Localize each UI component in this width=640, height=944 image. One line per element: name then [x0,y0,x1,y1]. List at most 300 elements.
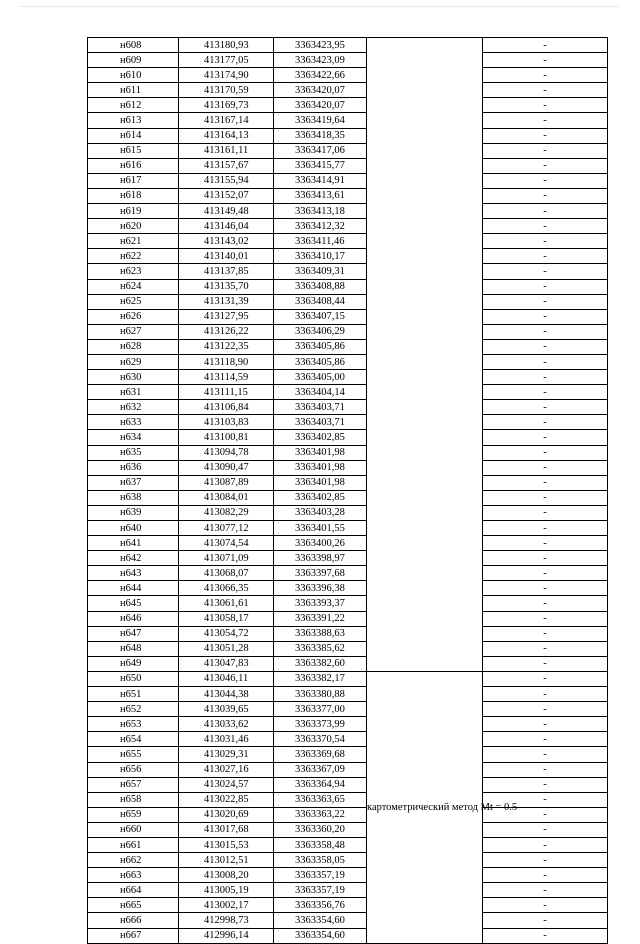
x-coordinate-cell: 413167,14 [179,113,274,128]
accuracy-cell: - [483,294,608,309]
point-name-cell: н627 [88,324,179,339]
x-coordinate-cell: 413033,62 [179,717,274,732]
y-coordinate-cell: 3363367,09 [274,762,367,777]
table-row [88,807,608,822]
accuracy-cell: - [483,536,608,551]
accuracy-cell: - [483,656,608,671]
table-row [88,747,608,762]
point-name-cell: н624 [88,279,179,294]
table-row [88,626,608,641]
x-coordinate-cell: 413164,13 [179,128,274,143]
x-coordinate-cell: 413146,04 [179,219,274,234]
x-coordinate-cell: 413143,02 [179,234,274,249]
table-row [88,113,608,128]
point-name-cell: н615 [88,143,179,158]
accuracy-cell: - [483,445,608,460]
table-row [88,294,608,309]
y-coordinate-cell: 3363414,91 [274,173,367,188]
accuracy-cell: - [483,53,608,68]
table-row [88,868,608,883]
point-name-cell: н641 [88,536,179,551]
table-row [88,400,608,415]
y-coordinate-cell: 3363373,99 [274,717,367,732]
point-name-cell: н666 [88,913,179,928]
y-coordinate-cell: 3363417,06 [274,143,367,158]
x-coordinate-cell: 413157,67 [179,158,274,173]
x-coordinate-cell: 413174,90 [179,68,274,83]
y-coordinate-cell: 3363382,17 [274,671,367,686]
y-coordinate-cell: 3363420,07 [274,83,367,98]
y-coordinate-cell: 3363401,98 [274,445,367,460]
table-row [88,822,608,837]
table-row [88,234,608,249]
x-coordinate-cell: 413051,28 [179,641,274,656]
x-coordinate-cell: 413012,51 [179,853,274,868]
x-coordinate-cell: 413170,59 [179,83,274,98]
accuracy-cell: - [483,732,608,747]
accuracy-cell: - [483,807,608,822]
point-name-cell: н638 [88,490,179,505]
y-coordinate-cell: 3363405,86 [274,354,367,369]
accuracy-cell: - [483,762,608,777]
accuracy-cell: - [483,898,608,913]
table-row [88,536,608,551]
accuracy-cell: - [483,626,608,641]
accuracy-cell: - [483,883,608,898]
accuracy-cell: - [483,717,608,732]
table-row [88,762,608,777]
table-row [88,702,608,717]
y-coordinate-cell: 3363422,66 [274,68,367,83]
table-row [88,143,608,158]
accuracy-cell: - [483,143,608,158]
y-coordinate-cell: 3363360,20 [274,822,367,837]
x-coordinate-cell: 413118,90 [179,354,274,369]
x-coordinate-cell: 413074,54 [179,536,274,551]
point-name-cell: н655 [88,747,179,762]
table-row [88,279,608,294]
x-coordinate-cell: 413149,48 [179,204,274,219]
y-coordinate-cell: 3363363,22 [274,807,367,822]
accuracy-cell: - [483,671,608,686]
accuracy-cell: - [483,128,608,143]
point-name-cell: н651 [88,687,179,702]
accuracy-cell: - [483,687,608,702]
y-coordinate-cell: 3363398,97 [274,551,367,566]
y-coordinate-cell: 3363413,18 [274,204,367,219]
table-row [88,687,608,702]
table-row [88,53,608,68]
point-name-cell: н618 [88,188,179,203]
accuracy-cell: - [483,913,608,928]
point-name-cell: н625 [88,294,179,309]
point-name-cell: н622 [88,249,179,264]
x-coordinate-cell: 413005,19 [179,883,274,898]
x-coordinate-cell: 413161,11 [179,143,274,158]
y-coordinate-cell: 3363410,17 [274,249,367,264]
point-name-cell: н644 [88,581,179,596]
point-name-cell: н654 [88,732,179,747]
table-row [88,521,608,536]
accuracy-cell: - [483,853,608,868]
point-name-cell: н626 [88,309,179,324]
x-coordinate-cell: 412998,73 [179,913,274,928]
x-coordinate-cell: 413126,22 [179,324,274,339]
accuracy-cell: - [483,219,608,234]
point-name-cell: н634 [88,430,179,445]
point-name-cell: н656 [88,762,179,777]
table-row [88,324,608,339]
x-coordinate-cell: 413084,01 [179,490,274,505]
method-cell: картометрический метод Mt = 0.5 [367,671,483,943]
accuracy-cell: - [483,264,608,279]
point-name-cell: н608 [88,38,179,53]
table-row [88,204,608,219]
y-coordinate-cell: 3363401,98 [274,475,367,490]
accuracy-cell: - [483,324,608,339]
table-row [88,83,608,98]
point-name-cell: н633 [88,415,179,430]
x-coordinate-cell: 413100,81 [179,430,274,445]
accuracy-cell: - [483,868,608,883]
point-name-cell: н621 [88,234,179,249]
y-coordinate-cell: 3363400,26 [274,536,367,551]
accuracy-cell: - [483,158,608,173]
point-name-cell: н630 [88,370,179,385]
table-row [88,460,608,475]
accuracy-cell: - [483,475,608,490]
table-row [88,354,608,369]
coordinates-table-body [88,38,608,944]
x-coordinate-cell: 413077,12 [179,521,274,536]
accuracy-cell: - [483,38,608,53]
point-name-cell: н628 [88,339,179,354]
point-name-cell: н643 [88,566,179,581]
x-coordinate-cell: 413020,69 [179,807,274,822]
y-coordinate-cell: 3363411,46 [274,234,367,249]
point-name-cell: н620 [88,219,179,234]
table-row [88,551,608,566]
table-row [88,370,608,385]
table-row [88,505,608,520]
x-coordinate-cell: 413054,72 [179,626,274,641]
table-row [88,415,608,430]
scan-noise-line [20,6,620,11]
x-coordinate-cell: 413122,35 [179,339,274,354]
y-coordinate-cell: 3363415,77 [274,158,367,173]
table-row [88,430,608,445]
x-coordinate-cell: 413068,07 [179,566,274,581]
accuracy-cell: - [483,928,608,943]
accuracy-cell: - [483,702,608,717]
table-row [88,98,608,113]
y-coordinate-cell: 3363391,22 [274,611,367,626]
accuracy-cell: - [483,747,608,762]
accuracy-cell: - [483,521,608,536]
y-coordinate-cell: 3363403,28 [274,505,367,520]
point-name-cell: н648 [88,641,179,656]
accuracy-cell: - [483,596,608,611]
x-coordinate-cell: 413114,59 [179,370,274,385]
accuracy-cell: - [483,385,608,400]
x-coordinate-cell: 413082,29 [179,505,274,520]
y-coordinate-cell: 3363405,00 [274,370,367,385]
point-name-cell: н659 [88,807,179,822]
table-row [88,717,608,732]
y-coordinate-cell: 3363363,65 [274,792,367,807]
accuracy-cell: - [483,822,608,837]
point-name-cell: н645 [88,596,179,611]
x-coordinate-cell: 413155,94 [179,173,274,188]
x-coordinate-cell: 413066,35 [179,581,274,596]
x-coordinate-cell: 413169,73 [179,98,274,113]
table-row [88,490,608,505]
y-coordinate-cell: 3363407,15 [274,309,367,324]
accuracy-cell: - [483,490,608,505]
accuracy-cell: - [483,505,608,520]
y-coordinate-cell: 3363377,00 [274,702,367,717]
x-coordinate-cell: 413047,83 [179,656,274,671]
point-name-cell: н640 [88,521,179,536]
y-coordinate-cell: 3363408,88 [274,279,367,294]
table-row [88,656,608,671]
x-coordinate-cell: 413135,70 [179,279,274,294]
coordinates-table [87,37,608,944]
point-name-cell: н609 [88,53,179,68]
y-coordinate-cell: 3363358,48 [274,837,367,852]
x-coordinate-cell: 413046,11 [179,671,274,686]
accuracy-cell: - [483,551,608,566]
table-row [88,173,608,188]
accuracy-cell: - [483,173,608,188]
table-row [88,128,608,143]
point-name-cell: н649 [88,656,179,671]
table-row [88,385,608,400]
y-coordinate-cell: 3363364,94 [274,777,367,792]
accuracy-cell: - [483,430,608,445]
accuracy-cell: - [483,460,608,475]
point-name-cell: н614 [88,128,179,143]
y-coordinate-cell: 3363382,60 [274,656,367,671]
table-row [88,309,608,324]
y-coordinate-cell: 3363404,14 [274,385,367,400]
x-coordinate-cell: 412996,14 [179,928,274,943]
point-name-cell: н636 [88,460,179,475]
y-coordinate-cell: 3363393,37 [274,596,367,611]
x-coordinate-cell: 413031,46 [179,732,274,747]
x-coordinate-cell: 413008,20 [179,868,274,883]
table-row [88,158,608,173]
accuracy-cell: - [483,837,608,852]
y-coordinate-cell: 3363413,61 [274,188,367,203]
accuracy-cell: - [483,777,608,792]
table-row [88,68,608,83]
point-name-cell: н660 [88,822,179,837]
y-coordinate-cell: 3363409,31 [274,264,367,279]
x-coordinate-cell: 413024,57 [179,777,274,792]
x-coordinate-cell: 413127,95 [179,309,274,324]
accuracy-cell: - [483,279,608,294]
y-coordinate-cell: 3363420,07 [274,98,367,113]
accuracy-cell: - [483,354,608,369]
table-row [88,219,608,234]
point-name-cell: н650 [88,671,179,686]
table-row [88,339,608,354]
accuracy-cell: - [483,641,608,656]
y-coordinate-cell: 3363369,68 [274,747,367,762]
y-coordinate-cell: 3363385,62 [274,641,367,656]
point-name-cell: н639 [88,505,179,520]
table-row [88,777,608,792]
x-coordinate-cell: 413087,89 [179,475,274,490]
accuracy-cell: - [483,792,608,807]
x-coordinate-cell: 413140,01 [179,249,274,264]
point-name-cell: н613 [88,113,179,128]
point-name-cell: н665 [88,898,179,913]
y-coordinate-cell: 3363396,38 [274,581,367,596]
point-name-cell: н653 [88,717,179,732]
accuracy-cell: - [483,400,608,415]
point-name-cell: н637 [88,475,179,490]
accuracy-cell: - [483,581,608,596]
y-coordinate-cell: 3363397,68 [274,566,367,581]
table-row [88,475,608,490]
table-row [88,188,608,203]
point-name-cell: н632 [88,400,179,415]
accuracy-cell: - [483,68,608,83]
point-name-cell: н629 [88,354,179,369]
accuracy-cell: - [483,611,608,626]
x-coordinate-cell: 413044,38 [179,687,274,702]
point-name-cell: н646 [88,611,179,626]
table-row [88,853,608,868]
x-coordinate-cell: 413027,16 [179,762,274,777]
y-coordinate-cell: 3363370,54 [274,732,367,747]
x-coordinate-cell: 413090,47 [179,460,274,475]
point-name-cell: н617 [88,173,179,188]
table-row [88,913,608,928]
accuracy-cell: - [483,566,608,581]
point-name-cell: н611 [88,83,179,98]
y-coordinate-cell: 3363423,95 [274,38,367,53]
x-coordinate-cell: 413111,15 [179,385,274,400]
y-coordinate-cell: 3363412,32 [274,219,367,234]
y-coordinate-cell: 3363403,71 [274,400,367,415]
y-coordinate-cell: 3363356,76 [274,898,367,913]
point-name-cell: н616 [88,158,179,173]
x-coordinate-cell: 413058,17 [179,611,274,626]
point-name-cell: н664 [88,883,179,898]
x-coordinate-cell: 413022,85 [179,792,274,807]
table-row [88,596,608,611]
x-coordinate-cell: 413177,05 [179,53,274,68]
point-name-cell: н661 [88,837,179,852]
point-name-cell: н642 [88,551,179,566]
y-coordinate-cell: 3363401,55 [274,521,367,536]
y-coordinate-cell: 3363403,71 [274,415,367,430]
method-cell [367,38,483,672]
table-row [88,611,608,626]
y-coordinate-cell: 3363357,19 [274,868,367,883]
y-coordinate-cell: 3363401,98 [274,460,367,475]
table-row [88,732,608,747]
accuracy-cell: - [483,234,608,249]
y-coordinate-cell: 3363357,19 [274,883,367,898]
y-coordinate-cell: 3363406,29 [274,324,367,339]
point-name-cell: н610 [88,68,179,83]
table-row [88,249,608,264]
accuracy-cell: - [483,98,608,113]
table-row [88,581,608,596]
x-coordinate-cell: 413029,31 [179,747,274,762]
point-name-cell: н623 [88,264,179,279]
x-coordinate-cell: 413103,83 [179,415,274,430]
x-coordinate-cell: 413017,68 [179,822,274,837]
accuracy-cell: - [483,249,608,264]
x-coordinate-cell: 413061,61 [179,596,274,611]
y-coordinate-cell: 3363354,60 [274,913,367,928]
y-coordinate-cell: 3363354,60 [274,928,367,943]
x-coordinate-cell: 413131,39 [179,294,274,309]
table-row [88,445,608,460]
point-name-cell: н657 [88,777,179,792]
point-name-cell: н667 [88,928,179,943]
y-coordinate-cell: 3363405,86 [274,339,367,354]
point-name-cell: н662 [88,853,179,868]
x-coordinate-cell: 413152,07 [179,188,274,203]
x-coordinate-cell: 413039,65 [179,702,274,717]
y-coordinate-cell: 3363408,44 [274,294,367,309]
point-name-cell: н647 [88,626,179,641]
y-coordinate-cell: 3363380,88 [274,687,367,702]
point-name-cell: н652 [88,702,179,717]
x-coordinate-cell: 413137,85 [179,264,274,279]
x-coordinate-cell: 413106,84 [179,400,274,415]
accuracy-cell: - [483,309,608,324]
point-name-cell: н612 [88,98,179,113]
y-coordinate-cell: 3363418,35 [274,128,367,143]
accuracy-cell: - [483,415,608,430]
accuracy-cell: - [483,339,608,354]
accuracy-cell: - [483,204,608,219]
y-coordinate-cell: 3363402,85 [274,430,367,445]
point-name-cell: н635 [88,445,179,460]
point-name-cell: н658 [88,792,179,807]
table-row [88,883,608,898]
x-coordinate-cell: 413180,93 [179,38,274,53]
table-row [88,641,608,656]
table-row [88,928,608,943]
point-name-cell: н663 [88,868,179,883]
y-coordinate-cell: 3363423,09 [274,53,367,68]
x-coordinate-cell: 413015,53 [179,837,274,852]
point-name-cell: н619 [88,204,179,219]
x-coordinate-cell: 413071,09 [179,551,274,566]
accuracy-cell: - [483,83,608,98]
y-coordinate-cell: 3363358,05 [274,853,367,868]
table-row [88,792,608,807]
y-coordinate-cell: 3363419,64 [274,113,367,128]
accuracy-cell: - [483,188,608,203]
table-row [88,566,608,581]
table-row [88,264,608,279]
x-coordinate-cell: 413002,17 [179,898,274,913]
table-row [88,38,608,53]
point-name-cell: н631 [88,385,179,400]
accuracy-cell: - [483,113,608,128]
y-coordinate-cell: 3363388,63 [274,626,367,641]
table-row [88,837,608,852]
